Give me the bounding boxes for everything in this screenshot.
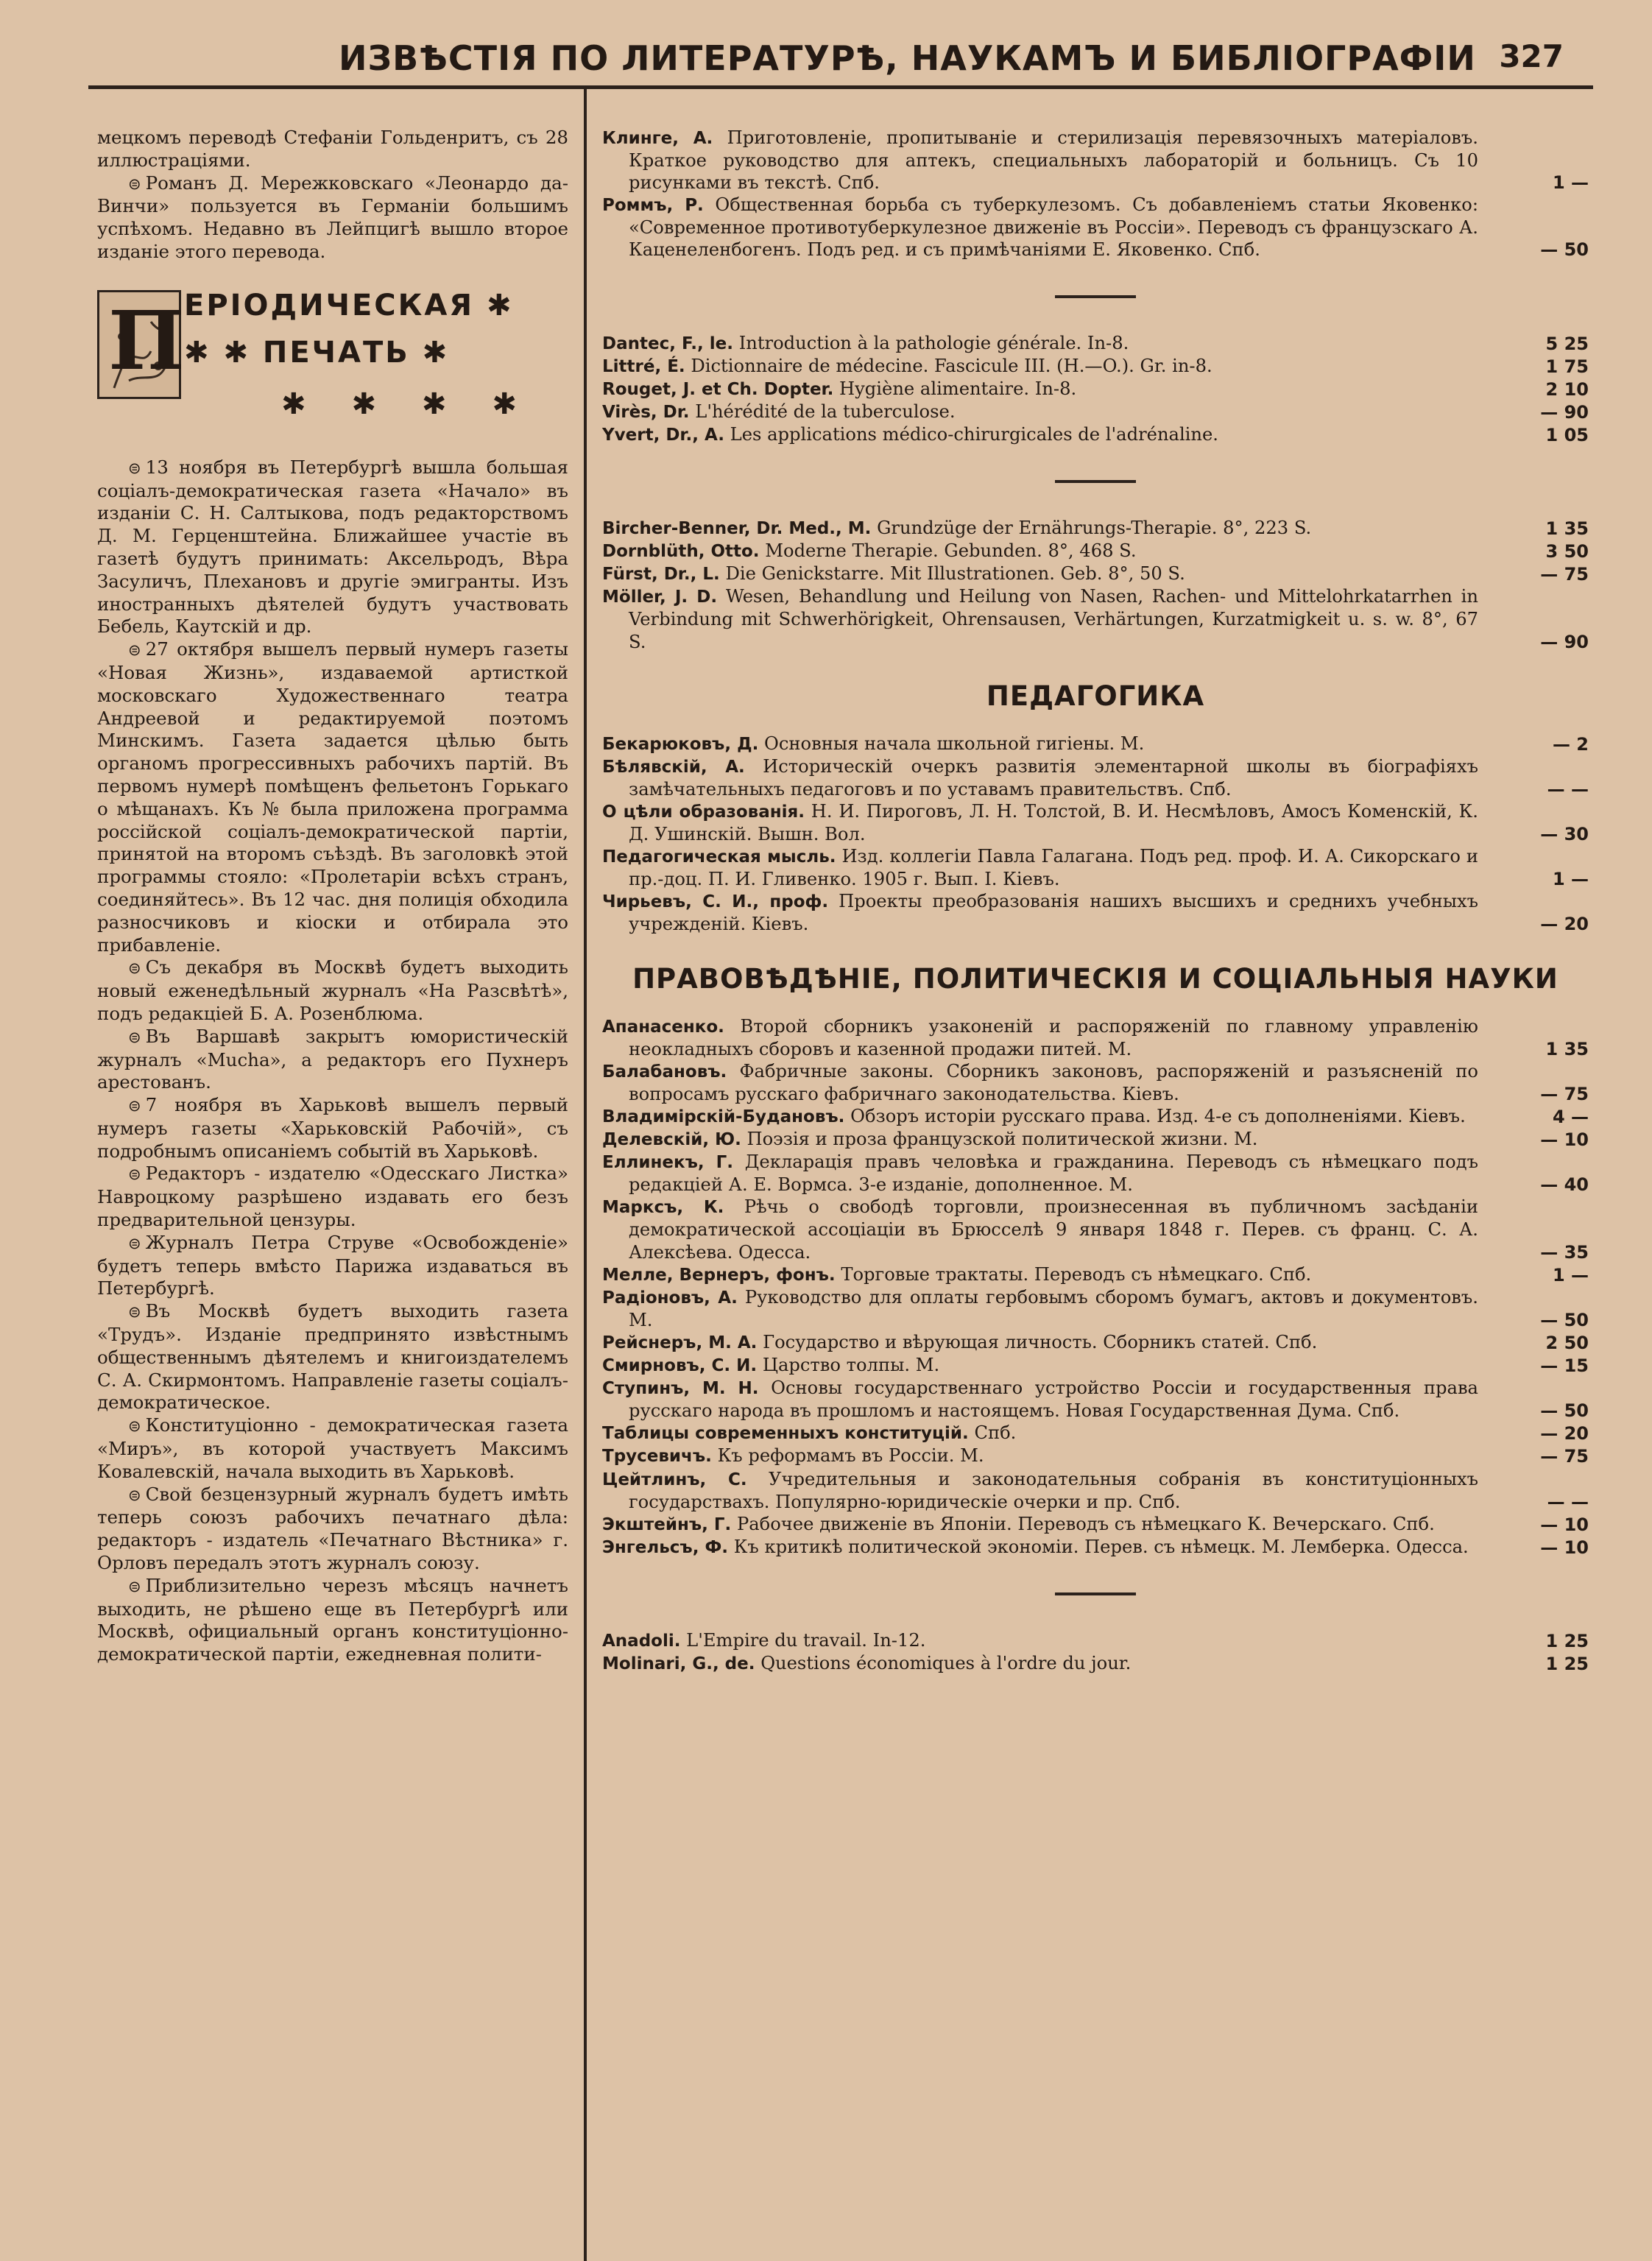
entry-title: Рабочее движеніе въ Японіи. Переводъ съ нѣмецкаго К. Вечерскаго. Спб. xyxy=(736,1513,1435,1534)
bibliography-entry xyxy=(602,1629,1589,1652)
entry-author: Балабановъ. xyxy=(602,1062,727,1082)
entry-price: — 50 xyxy=(1540,1309,1589,1330)
entry-price: — 2 xyxy=(1552,733,1589,755)
entry-author: Трусевичъ. xyxy=(602,1447,712,1467)
entry-price: 4 — xyxy=(1552,1107,1589,1127)
entry-price: 1 35 xyxy=(1545,518,1589,540)
separator-rule xyxy=(1055,1592,1136,1595)
bibliography-entry xyxy=(602,1128,1589,1151)
entry-author: Бѣлявскій, А. xyxy=(602,757,745,777)
entry-author: Таблицы современныхъ конституцій. xyxy=(602,1424,969,1444)
entry-title: Общественная борьба съ туберкулезомъ. Съ добавленіемъ статьи Яковенко: «Современное противотуберкулезное движеніе въ Россіи». Переводъ съ французскаго А. Каценеленбогенъ. Подъ ред. и съ примѣчаніями Е. Яковенко. Спб. xyxy=(629,194,1478,261)
entry-price: 1 05 xyxy=(1545,424,1589,445)
entry-price: 1 — xyxy=(1552,172,1589,194)
bullet-icon: ⊜ xyxy=(128,641,141,660)
page-number: 327 xyxy=(1499,38,1564,74)
entry-author: Dornblüth, Otto. xyxy=(602,542,760,562)
entry-author: Радіоновъ, А. xyxy=(602,1288,738,1308)
entry-price: — 15 xyxy=(1540,1355,1589,1377)
entry-author: Littré, É. xyxy=(602,356,685,376)
news-item xyxy=(97,1163,568,1231)
bullet-icon: ⊜ xyxy=(128,174,141,193)
entry-author: Fürst, Dr., L. xyxy=(602,565,720,585)
entry-author: Владимірскій-Будановъ. xyxy=(602,1107,845,1126)
entry-title: L'Empire du travail. In-12. xyxy=(686,1629,926,1651)
entry-title: Изд. коллегіи Павла Галагана. Подъ ред. проф. И. А. Сикорскаго и пр.-доц. П. И. Гливенко. 1905 г. Вып. I. Кіевъ. xyxy=(629,846,1478,890)
entry-price: — 50 xyxy=(1540,239,1589,261)
news-item-text: Въ Москвѣ будетъ выходить газета «Трудъ». Изданіе предпринято извѣстнымъ общественнымъ дѣятелемъ и книгоиздателемъ С. А. Скирмонтомъ. Направленіе газеты соціалъ-демократическое. xyxy=(97,1300,568,1414)
news-item-text: 7 ноября въ Харьковѣ вышелъ первый нумеръ газеты «Харьковскій Рабочій», съ подробнымъ описаніемъ событій въ Харьковѣ. xyxy=(97,1094,568,1162)
entry-title: Moderne Therapie. Gebunden. 8°, 468 S. xyxy=(765,540,1137,562)
news-item xyxy=(97,1232,568,1300)
right-column xyxy=(602,127,1589,1675)
news-item-text: Журналъ Петра Струве «Освобожденіе» будетъ теперь вмѣсто Парижа издаваться въ Петербургѣ. xyxy=(97,1231,568,1299)
ornamental-dropcap xyxy=(97,290,185,399)
entry-price: 1 25 xyxy=(1545,1653,1589,1674)
bibliography-entry xyxy=(602,517,1589,540)
entry-price: — 30 xyxy=(1540,824,1589,845)
bibliography-entry xyxy=(602,355,1589,378)
entry-author: Чирьевъ, С. И., проф. xyxy=(602,892,829,912)
bibliography-entry xyxy=(602,1377,1589,1422)
left-column xyxy=(97,127,568,1666)
entry-title: Grundzüge der Ernährungs-Therapie. 8°, 223 S. xyxy=(877,518,1312,539)
entry-price: 2 10 xyxy=(1545,378,1589,400)
entry-title: Wesen, Behandlung und Heilung von Nasen, Rachen- und Mittelohrkatarrhen in Verbindung mit Schwerhörigkeit, Ohrensausen, Verhärtungen, Kurzatmigkeit u. s. w. 8°, 67 S. xyxy=(629,586,1478,652)
bibliography-entry xyxy=(602,194,1589,261)
entry-price: — 35 xyxy=(1540,1241,1589,1263)
bibliography-entry xyxy=(602,1445,1589,1467)
bibliography-entry xyxy=(602,733,1589,755)
entry-author: Роммъ, Р. xyxy=(602,196,704,216)
bibliography-block-medicine-ru xyxy=(602,127,1589,261)
section-title-line1: ЕРІОДИЧЕСКАЯ ✱ xyxy=(184,288,514,322)
entry-title: Царство толпы. М. xyxy=(762,1355,940,1376)
bullet-icon: ⊜ xyxy=(128,1165,141,1184)
entry-author: Molinari, G., de. xyxy=(602,1654,755,1673)
entry-price: 2 50 xyxy=(1545,1332,1589,1353)
entry-author: Dantec, F., le. xyxy=(602,334,733,353)
entry-author: Энгельсъ, Ф. xyxy=(602,1537,728,1557)
bibliography-entry xyxy=(602,1263,1589,1286)
news-item-text: Редакторъ - издателю «Одесскаго Листка» Навроцкому разрѣшено издавать его безъ предварительной цензуры. xyxy=(97,1163,568,1231)
paragraph xyxy=(97,172,568,264)
bibliography-entry xyxy=(602,890,1589,935)
bibliography-entry xyxy=(602,800,1589,845)
entry-author: Делевскій, Ю. xyxy=(602,1130,741,1150)
entry-title: L'hérédité de la tuberculose. xyxy=(695,401,956,422)
entry-title: Проекты преобразованія нашихъ высшихъ и среднихъ учебныхъ учрежденій. Кіевъ. xyxy=(629,891,1478,935)
bibliography-entry xyxy=(602,1354,1589,1377)
entry-author: Rouget, J. et Ch. Dopter. xyxy=(602,379,834,399)
bibliography-block-medicine-de xyxy=(602,517,1589,653)
news-item xyxy=(97,456,568,638)
entry-title: Спб. xyxy=(974,1422,1017,1444)
section-title-stars: ✱ ✱ ✱ ✱ xyxy=(281,387,534,421)
entry-price: — 75 xyxy=(1540,1083,1589,1104)
entry-title: Основы государственнаго устройство Россіи и государственныя права русскаго народа въ прошломъ и настоящемъ. Новая Государственная Дума. Спб. xyxy=(629,1378,1478,1422)
entry-title: Къ критикѣ политической экономіи. Перев. съ нѣмецк. М. Лемберка. Одесса. xyxy=(733,1536,1469,1557)
entry-author: Бекарюковъ, Д. xyxy=(602,734,759,754)
bullet-icon: ⊜ xyxy=(128,1303,141,1322)
entry-author: Апанасенко. xyxy=(602,1017,724,1037)
entry-author: Марксъ, К. xyxy=(602,1198,724,1218)
entry-author: Мелле, Вернеръ, фонъ. xyxy=(602,1265,836,1285)
dropcap-letter: П xyxy=(108,292,185,388)
bibliography-entry xyxy=(602,845,1589,890)
bibliography-entry xyxy=(602,1286,1589,1331)
category-title-pedagogy: ПЕДАГОГИКА xyxy=(986,680,1205,712)
entry-author: Рейснеръ, М. А. xyxy=(602,1333,758,1352)
news-item xyxy=(97,1575,568,1666)
entry-price: — — xyxy=(1547,1491,1589,1512)
entry-title: Поэзія и проза французской политической жизни. М. xyxy=(746,1129,1258,1150)
category-title-law: ПРАВОВѢДѢНІЕ, ПОЛИТИЧЕСКІЯ И СОЦІАЛЬНЫЯ НАУКИ xyxy=(632,962,1559,995)
entry-price: — 90 xyxy=(1540,401,1589,423)
bullet-icon: ⊜ xyxy=(128,1577,141,1595)
bullet-icon: ⊜ xyxy=(128,1234,141,1252)
entry-price: — 75 xyxy=(1540,1446,1589,1467)
bibliography-entry xyxy=(602,1105,1589,1128)
entry-author: Yvert, Dr., A. xyxy=(602,425,724,445)
bibliography-entry xyxy=(602,378,1589,401)
entry-author: Anadoli. xyxy=(602,1631,681,1651)
news-item-text: Конституціонно - демократическая газета «Миръ», въ которой участвуетъ Максимъ Ковалевскій, начала выходить въ Харьковѣ. xyxy=(97,1414,568,1482)
news-item xyxy=(97,1414,568,1483)
bibliography-block-law xyxy=(602,1015,1589,1559)
entry-title: Учредительныя и законодательныя собранія въ конституціонныхъ государствахъ. Популярно-юридическіе очерки и пр. Спб. xyxy=(629,1468,1478,1512)
bibliography-entry xyxy=(602,332,1589,355)
news-item xyxy=(97,1484,568,1575)
entry-title: Les applications médico-chirurgicales de l'adrénaline. xyxy=(730,423,1218,445)
entry-price: — — xyxy=(1547,778,1589,800)
entry-price: 5 25 xyxy=(1545,333,1589,354)
bibliography-entry xyxy=(602,1331,1589,1354)
entry-title: Обзоръ исторіи русскаго права. Изд. 4-е съ дополненіями. Кіевъ. xyxy=(850,1106,1466,1126)
bibliography-entry xyxy=(602,1151,1589,1196)
entry-price: 3 50 xyxy=(1545,541,1589,562)
bullet-icon: ⊜ xyxy=(128,459,141,477)
entry-author: Virès, Dr. xyxy=(602,402,690,422)
news-item xyxy=(97,1300,568,1414)
bullet-icon: ⊜ xyxy=(128,1028,141,1046)
entry-author: Еллинекъ, Г. xyxy=(602,1153,734,1173)
entry-title: Die Genickstarre. Mit Illustrationen. Geb. 8°, 50 S. xyxy=(725,563,1185,585)
entry-title: Questions économiques à l'ordre du jour. xyxy=(760,1652,1132,1673)
bibliography-entry xyxy=(602,423,1589,446)
bibliography-entry xyxy=(602,1513,1589,1536)
bullet-icon: ⊜ xyxy=(128,1486,141,1504)
bibliography-entry xyxy=(602,755,1589,800)
news-item xyxy=(97,956,568,1025)
entry-price: — 10 xyxy=(1540,1537,1589,1558)
section-heading-periodical-press xyxy=(97,290,568,445)
entry-title: Къ реформамъ въ Россіи. М. xyxy=(717,1445,984,1467)
paragraph-text: Романъ Д. Мережковскаго «Леонардо да-Винчи» пользуется въ Германіи большимъ успѣхомъ. Недавно въ Лейпцигѣ вышло второе изданіе этого перевода. xyxy=(97,172,568,262)
bibliography-entry xyxy=(602,127,1589,194)
separator-rule xyxy=(1055,295,1136,298)
entry-title: Фабричные законы. Сборникъ законовъ, распоряженій и разъясненій по вопросамъ русскаго фабричнаго законодательства. Кіевъ. xyxy=(629,1060,1478,1104)
entry-author: Möller, J. D. xyxy=(602,588,718,607)
entry-title: Hygiène alimentaire. In-8. xyxy=(839,378,1077,399)
news-item-text: Свой безцензурный журналъ будетъ имѣть теперь союзъ рабочихъ печатнаго дѣла: редакторъ - издатель «Печатнаго Вѣстника» г. Орловъ передалъ этотъ журналъ союзу. xyxy=(97,1483,568,1574)
entry-price: — 90 xyxy=(1540,631,1589,652)
entry-price: 1 — xyxy=(1552,1264,1589,1285)
entry-price: 1 25 xyxy=(1545,1630,1589,1651)
bibliography-entry xyxy=(602,401,1589,423)
entry-author: Ступинъ, М. Н. xyxy=(602,1379,759,1399)
entry-author: Педагогическая мысль. xyxy=(602,847,836,867)
bibliography-entry xyxy=(602,1536,1589,1559)
bibliography-entry xyxy=(602,562,1589,585)
bibliography-block-medicine-fr xyxy=(602,332,1589,446)
entry-title: Второй сборникъ узаконеній и распоряженій по главному управленію неокладныхъ сборовъ и казенной продажи питей. М. xyxy=(629,1015,1478,1059)
entry-title: Основныя начала школьной гигіены. М. xyxy=(764,733,1145,754)
bibliography-block-pedagogy xyxy=(602,733,1589,936)
entry-author: О цѣли образованія. xyxy=(602,802,805,822)
bibliography-entry xyxy=(602,585,1589,652)
entry-title: Государство и вѣрующая личность. Сборникъ статей. Спб. xyxy=(763,1331,1318,1352)
entry-author: Bircher-Benner, Dr. Med., M. xyxy=(602,519,872,539)
entry-author: Экштейнъ, Г. xyxy=(602,1514,732,1534)
bibliography-entry xyxy=(602,1196,1589,1263)
news-item-text: 13 ноября въ Петербургѣ вышла большая соціалъ-демократическая газета «Начало» въ изданіи С. Н. Салтыкова, подъ редакторствомъ Д. М. Герценштейна. Ближайшее участіе въ газетѣ будутъ принимать: Аксельродъ, Вѣра Засуличъ, Плехановъ и другіе эмигранты. Изъ иностранныхъ дѣятелей будутъ участвовать Бебель, Каутскій и др. xyxy=(97,456,568,638)
entry-price: 1 — xyxy=(1552,869,1589,890)
section-title-line2: ✱ ✱ ПЕЧАТЬ ✱ xyxy=(184,335,450,370)
bibliography-entry xyxy=(602,1468,1589,1513)
entry-title: Декларація правъ человѣка и гражданина. Переводъ съ нѣмецкаго подъ редакціей А. Е. Вормса. 3-е изданіе, дополненное. М. xyxy=(629,1151,1478,1196)
entry-title: Dictionnaire de médecine. Fascicule III. (H.—O.). Gr. in-8. xyxy=(691,355,1212,376)
paragraph: мецкомъ переводѣ Стефаніи Гольденритъ, съ 28 иллюстраціями. xyxy=(97,127,568,171)
news-item-text: Въ Варшавѣ закрытъ юмористическій журналъ «Mucha», а редакторъ его Пухнеръ арестованъ. xyxy=(97,1025,568,1093)
entry-title: Руководство для оплаты гербовымъ сборомъ бумагъ, актовъ и документовъ. М. xyxy=(629,1286,1478,1330)
entry-title: Историческій очеркъ развитія элементарной школы въ біографіяхъ замѣчательныхъ педагоговъ и по уставамъ правительствъ. Спб. xyxy=(629,755,1478,800)
running-title: ИЗВѢСТІЯ ПО ЛИТЕРАТУРѢ, НАУКАМЪ И БИБЛІОГРАФІИ xyxy=(339,38,1476,78)
entry-title: Торговые трактаты. Переводъ съ нѣмецкаго. Спб. xyxy=(841,1263,1312,1285)
entry-author: Цейтлинъ, С. xyxy=(602,1470,747,1489)
bibliography-entry xyxy=(602,1652,1589,1675)
entry-price: 1 75 xyxy=(1545,356,1589,377)
bullet-icon: ⊜ xyxy=(128,1097,141,1115)
bibliography-entry xyxy=(602,540,1589,562)
bullet-icon: ⊜ xyxy=(128,1417,141,1436)
bibliography-block-economics-fr xyxy=(602,1629,1589,1675)
entry-price: — 10 xyxy=(1540,1514,1589,1535)
bullet-icon: ⊜ xyxy=(128,959,141,978)
entry-price: — 20 xyxy=(1540,1423,1589,1445)
entry-title: Приготовленіе, пропитываніе и стерилизація перевязочныхъ матеріаловъ. Краткое руководство для аптекъ, специальныхъ лабораторій и больницъ. Съ 10 рисунками въ текстѣ. Спб. xyxy=(629,127,1478,194)
bibliography-entry xyxy=(602,1060,1589,1105)
entry-title: Рѣчь о свободѣ торговли, произнесенная въ публичномъ засѣданіи демократической ассоціаціи въ Брюсселѣ 9 января 1848 г. Перев. съ франц. С. А. Алексѣева. Одесса. xyxy=(629,1196,1478,1263)
page-header xyxy=(88,38,1593,89)
entry-author: Клинге, А. xyxy=(602,129,713,148)
news-item-text: Съ декабря въ Москвѣ будетъ выходить новый еженедѣльный журналъ «На Разсвѣтѣ», подъ редакціей Б. А. Розенблюма. xyxy=(97,956,568,1024)
separator-rule xyxy=(1055,480,1136,483)
entry-price: — 10 xyxy=(1540,1129,1589,1151)
news-item xyxy=(97,1094,568,1163)
entry-price: — 50 xyxy=(1540,1400,1589,1422)
news-item-text: 27 октября вышелъ первый нумеръ газеты «Новая Жизнь», издаваемой артисткой московскаго Художественнаго театра Андреевой и редактируемой поэтомъ Минскимъ. Газета задается цѣлью быть органомъ прогрессивныхъ рабочихъ партій. Въ первомъ нумерѣ помѣщенъ фельетонъ Горькаго о мѣщанахъ. Къ № была приложена программа россійской соціалъ-демократической партіи, принятой на второмъ съѣздѣ. Въ заголовкѣ этой программы стояло: «Пролетаріи всѣхъ странъ, соединяйтесь». Въ 12 час. дня полиція обходила разносчиковъ и кіоски и отбирала это прибавленіе. xyxy=(97,638,568,956)
column-divider xyxy=(584,87,587,2261)
entry-author: Смирновъ, С. И. xyxy=(602,1356,758,1376)
news-item-text: Приблизительно черезъ мѣсяцъ начнетъ выходить, не рѣшено еще въ Петербургѣ или Москвѣ, официальный органъ конституціонно-демократической партіи, ежедневная полити- xyxy=(97,1574,568,1665)
entry-price: 1 35 xyxy=(1545,1038,1589,1059)
bibliography-entry xyxy=(602,1015,1589,1060)
entry-price: — 40 xyxy=(1540,1174,1589,1196)
bibliography-entry xyxy=(602,1422,1589,1445)
entry-price: — 20 xyxy=(1540,914,1589,935)
news-item xyxy=(97,638,568,956)
news-item xyxy=(97,1026,568,1094)
entry-title: Н. И. Пироговъ, Л. Н. Толстой, В. И. Несмѣловъ, Амосъ Коменскій, К. Д. Ушинскій. Вышн. Вол. xyxy=(629,800,1478,845)
news-items xyxy=(97,456,568,1666)
entry-title: Introduction à la pathologie générale. In-8. xyxy=(738,332,1129,353)
entry-price: — 75 xyxy=(1540,564,1589,585)
